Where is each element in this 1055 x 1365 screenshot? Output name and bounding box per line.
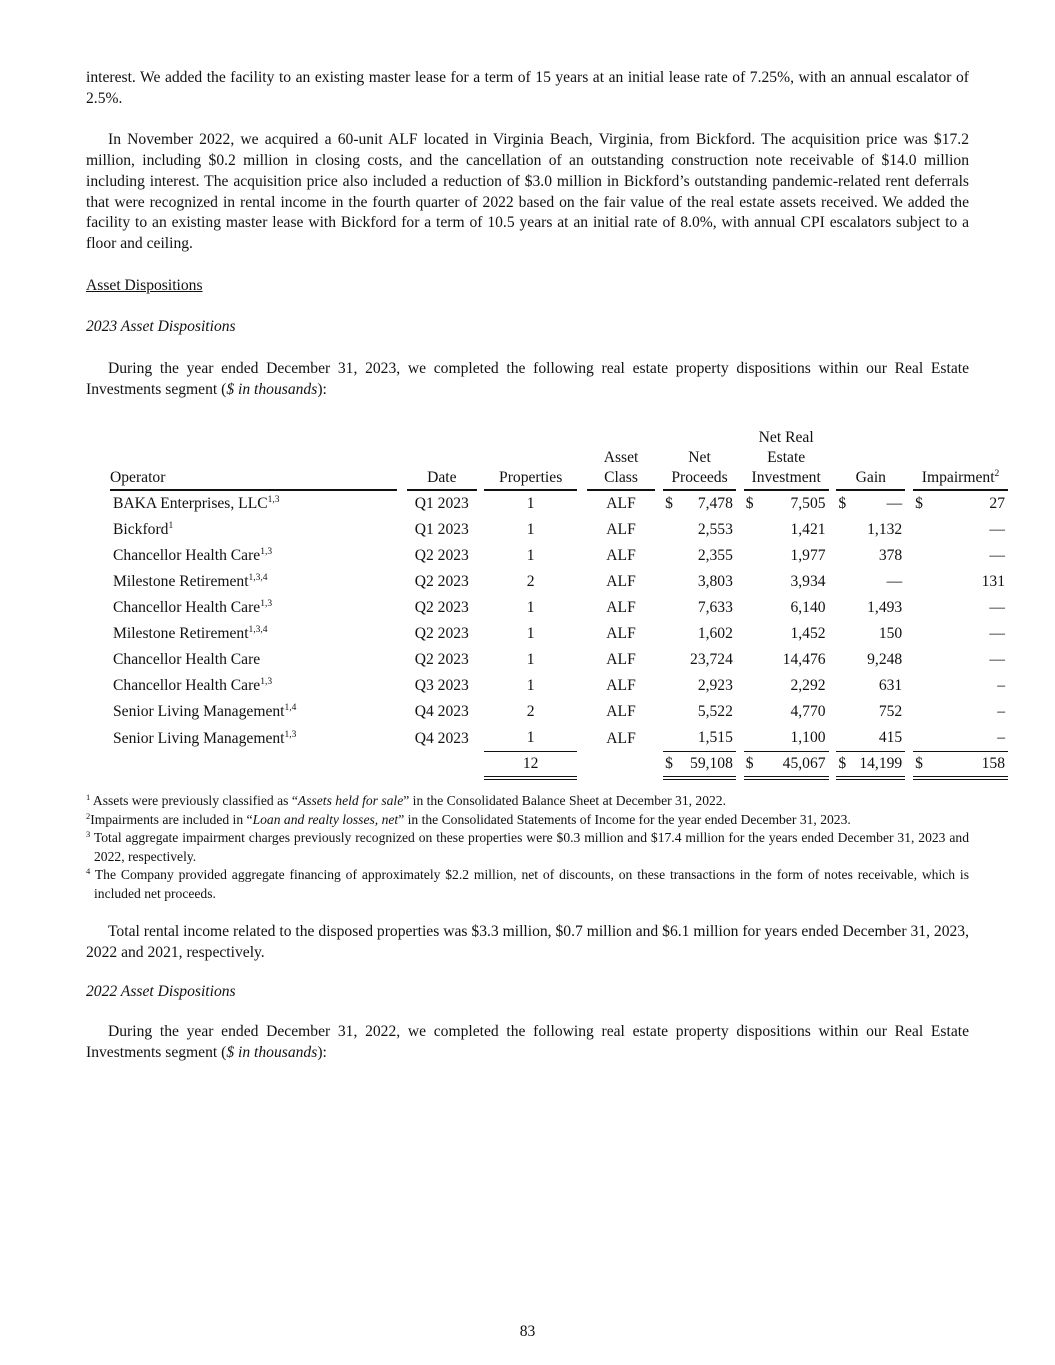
cell-properties: 1 (526, 651, 535, 668)
footnote-4: $^4$ The Company provided aggregate financing of approximately $2.2 million, net of discounts, on these transactions in the form of notes receivable, which is included net proceeds. (86, 866, 969, 901)
lower-text (86, 922, 969, 1064)
cell-net-real-estate-investment: 4,770 (790, 703, 826, 720)
footnote-3: $^3$ Total aggregate impairment charges previously recognized on these properties were $0.3 million and $17.4 million for the years ended December 31, 2023 and 2022, respectively. (86, 829, 969, 864)
subsection-heading-2022: 2022 Asset Dispositions (86, 983, 236, 1001)
cell-impairment: — (989, 599, 1005, 616)
cell-operator: Bickford$^1$ (113, 521, 174, 538)
total-net-real-estate-investment: $ 45,067 (744, 752, 829, 780)
cell-operator: Chancellor Health Care$^{1,3}$ (113, 547, 273, 564)
col-header-impairment: Impairment$^2$ (913, 428, 1008, 491)
cell-net-proceeds: 1,515 (663, 725, 736, 752)
cell-operator: Senior Living Management$^{1,4}$ (113, 703, 297, 720)
dispositions-table-2023 (110, 428, 1008, 780)
cell-net-proceeds: $ 7,478 (665, 495, 733, 512)
cell-gain: 9,248 (867, 651, 903, 668)
subsection-heading-2023: 2023 Asset Dispositions (86, 318, 236, 336)
cell-net-real-estate-investment: 6,140 (790, 599, 826, 616)
cell-properties: 1 (526, 521, 535, 538)
cell-asset-class: ALF (606, 703, 636, 720)
lead-paragraph-2022: During the year ended December 31, 2022, we completed the following real estate property dispositions within our Real Estate Investments segment ($ in thousands): (86, 1023, 969, 1061)
cell-net-proceeds: 1,602 (697, 625, 733, 642)
section-heading: Asset Dispositions (86, 276, 203, 294)
table-row (110, 673, 1008, 699)
lead-paragraph-2023: During the year ended December 31, 2023, we completed the following real estate property dispositions within our Real Estate Investments segment ($ in thousands): (86, 360, 969, 398)
cell-date: Q2 2023 (414, 573, 469, 590)
cell-asset-class: ALF (606, 521, 636, 538)
cell-impairment: – (997, 677, 1005, 694)
cell-properties: 1 (526, 495, 535, 512)
cell-asset-class: ALF (606, 625, 636, 642)
total-gain: $ 14,199 (836, 752, 905, 780)
total-net-proceeds: $ 59,108 (663, 752, 736, 780)
footnote-2: $^2$Impairments are included in “Loan and realty losses, net” in the Consolidated Statements of Income for the year ended December 31, 2023. (86, 810, 851, 827)
intro-paragraph-2: In November 2022, we acquired a 60-unit ALF located in Virginia Beach, Virginia, from Bickford. The acquisition price was $17.2 million, including $0.2 million in closing costs, and the cancellation of an outstanding construction note receivable of $14.0 million including interest. The acquisition price also included a reduction of $3.0 million in Bickford’s outstanding pandemic-related rent deferrals that were recognized in rental income in the fourth quarter of 2022 based on the fair value of the real estate assets received. We added the facility to an existing master lease with Bickford for a term of 10.5 years at an initial rate of 8.0%, with annual CPI escalators subject to a floor and ceiling. (86, 131, 969, 252)
cell-net-real-estate-investment: 1,100 (744, 725, 829, 752)
col-header-date: Date (407, 428, 476, 491)
cell-gain: 378 (878, 547, 903, 564)
cell-net-real-estate-investment: 2,292 (790, 677, 826, 694)
cell-operator: Chancellor Health Care$^{1,3}$ (113, 599, 273, 616)
cell-asset-class: ALF (606, 573, 636, 590)
cell-net-real-estate-investment: 1,421 (790, 521, 826, 538)
cell-properties: 1 (484, 725, 577, 752)
cell-gain: 415 (836, 725, 905, 752)
rental-income-paragraph: Total rental income related to the disposed properties was $3.3 million, $0.7 million and $6.1 million for years ended December 31, 2023, 2022 and 2021, respectively. (86, 923, 969, 961)
table-row (110, 517, 1008, 543)
cell-properties: 1 (526, 547, 535, 564)
cell-asset-class: ALF (606, 599, 636, 616)
table-header-row (110, 428, 1008, 491)
cell-operator: Chancellor Health Care (113, 651, 261, 668)
cell-net-real-estate-investment: $ 7,505 (745, 495, 826, 512)
footnotes (86, 792, 969, 903)
cell-gain: 752 (878, 703, 903, 720)
cell-asset-class: ALF (606, 677, 636, 694)
table-row (110, 621, 1008, 647)
cell-net-proceeds: 2,553 (697, 521, 733, 538)
cell-asset-class: ALF (606, 651, 636, 668)
cell-impairment: — (989, 547, 1005, 564)
cell-operator: BAKA Enterprises, LLC$^{1,3}$ (113, 495, 280, 512)
cell-net-real-estate-investment: 3,934 (790, 573, 826, 590)
table-row (110, 699, 1008, 725)
cell-net-proceeds: 7,633 (697, 599, 733, 616)
cell-gain: 150 (878, 625, 903, 642)
cell-operator: Milestone Retirement$^{1,3,4}$ (113, 573, 268, 590)
cell-properties: 1 (526, 677, 535, 694)
page-number: 83 (519, 1323, 536, 1340)
cell-gain: 1,493 (867, 599, 903, 616)
col-header-properties: Properties (484, 428, 577, 491)
cell-net-proceeds: 5,522 (697, 703, 733, 720)
table-total-row (110, 752, 1008, 780)
cell-impairment: – (997, 703, 1005, 720)
cell-date: Q4 2023 (414, 703, 469, 720)
cell-impairment: $ 27 (915, 495, 1005, 512)
cell-net-proceeds: 2,923 (697, 677, 733, 694)
body-text (86, 68, 969, 400)
table-row (110, 491, 1008, 517)
cell-date: Q2 2023 (414, 547, 469, 564)
cell-gain: — (886, 573, 903, 590)
cell-net-proceeds: 2,355 (697, 547, 733, 564)
total-properties: 12 (484, 752, 577, 780)
cell-properties: 1 (526, 599, 535, 616)
cell-gain: 1,132 (867, 521, 903, 538)
cell-date: Q1 2023 (414, 521, 469, 538)
cell-asset-class: ALF (606, 729, 636, 747)
cell-net-real-estate-investment: 1,452 (790, 625, 826, 642)
col-header-net-proceeds: Net Proceeds (663, 428, 736, 491)
col-header-asset-class: Asset Class (587, 428, 656, 491)
cell-net-proceeds: 23,724 (690, 651, 733, 668)
cell-date: Q1 2023 (414, 495, 469, 512)
footnote-1: $^1$ Assets were previously classified as “Assets held for sale” in the Consolidated Balance Sheet at December 31, 2022. (86, 792, 727, 808)
cell-properties: 2 (526, 703, 535, 720)
col-header-operator: Operator (110, 428, 397, 491)
col-header-net-real-estate-investment: Net Real Estate Investment (744, 428, 829, 491)
cell-operator: Milestone Retirement$^{1,3,4}$ (113, 625, 268, 642)
cell-impairment: – (913, 725, 1008, 752)
table-row (110, 543, 1008, 569)
cell-impairment: 131 (981, 573, 1005, 590)
cell-net-real-estate-investment: 1,977 (790, 547, 826, 564)
cell-date: Q2 2023 (414, 625, 469, 642)
intro-paragraph-1: interest. We added the facility to an existing master lease for a term of 15 years at an initial lease rate of 7.25%, with an annual escalator of 2.5%. (86, 69, 969, 107)
table-row (110, 595, 1008, 621)
cell-operator: Senior Living Management$^{1,3}$ (113, 729, 297, 747)
cell-impairment: — (989, 521, 1005, 538)
total-impairment: $ 158 (913, 752, 1008, 780)
table-row (110, 647, 1008, 673)
cell-date: Q4 2023 (414, 729, 469, 747)
col-header-gain: Gain (836, 428, 905, 491)
cell-properties: 2 (526, 573, 535, 590)
cell-gain: 631 (878, 677, 903, 694)
cell-asset-class: ALF (606, 495, 636, 512)
cell-impairment: — (989, 651, 1005, 668)
cell-net-real-estate-investment: 14,476 (782, 651, 826, 668)
cell-operator: Chancellor Health Care$^{1,3}$ (113, 677, 273, 694)
cell-date: Q2 2023 (414, 651, 469, 668)
cell-date: Q2 2023 (414, 599, 469, 616)
cell-asset-class: ALF (606, 547, 636, 564)
table-row (110, 725, 1008, 752)
cell-net-proceeds: 3,803 (697, 573, 733, 590)
table-row (110, 569, 1008, 595)
cell-date: Q3 2023 (414, 677, 469, 694)
cell-impairment: — (989, 625, 1005, 642)
cell-gain: $ — (838, 495, 903, 512)
cell-properties: 1 (526, 625, 535, 642)
